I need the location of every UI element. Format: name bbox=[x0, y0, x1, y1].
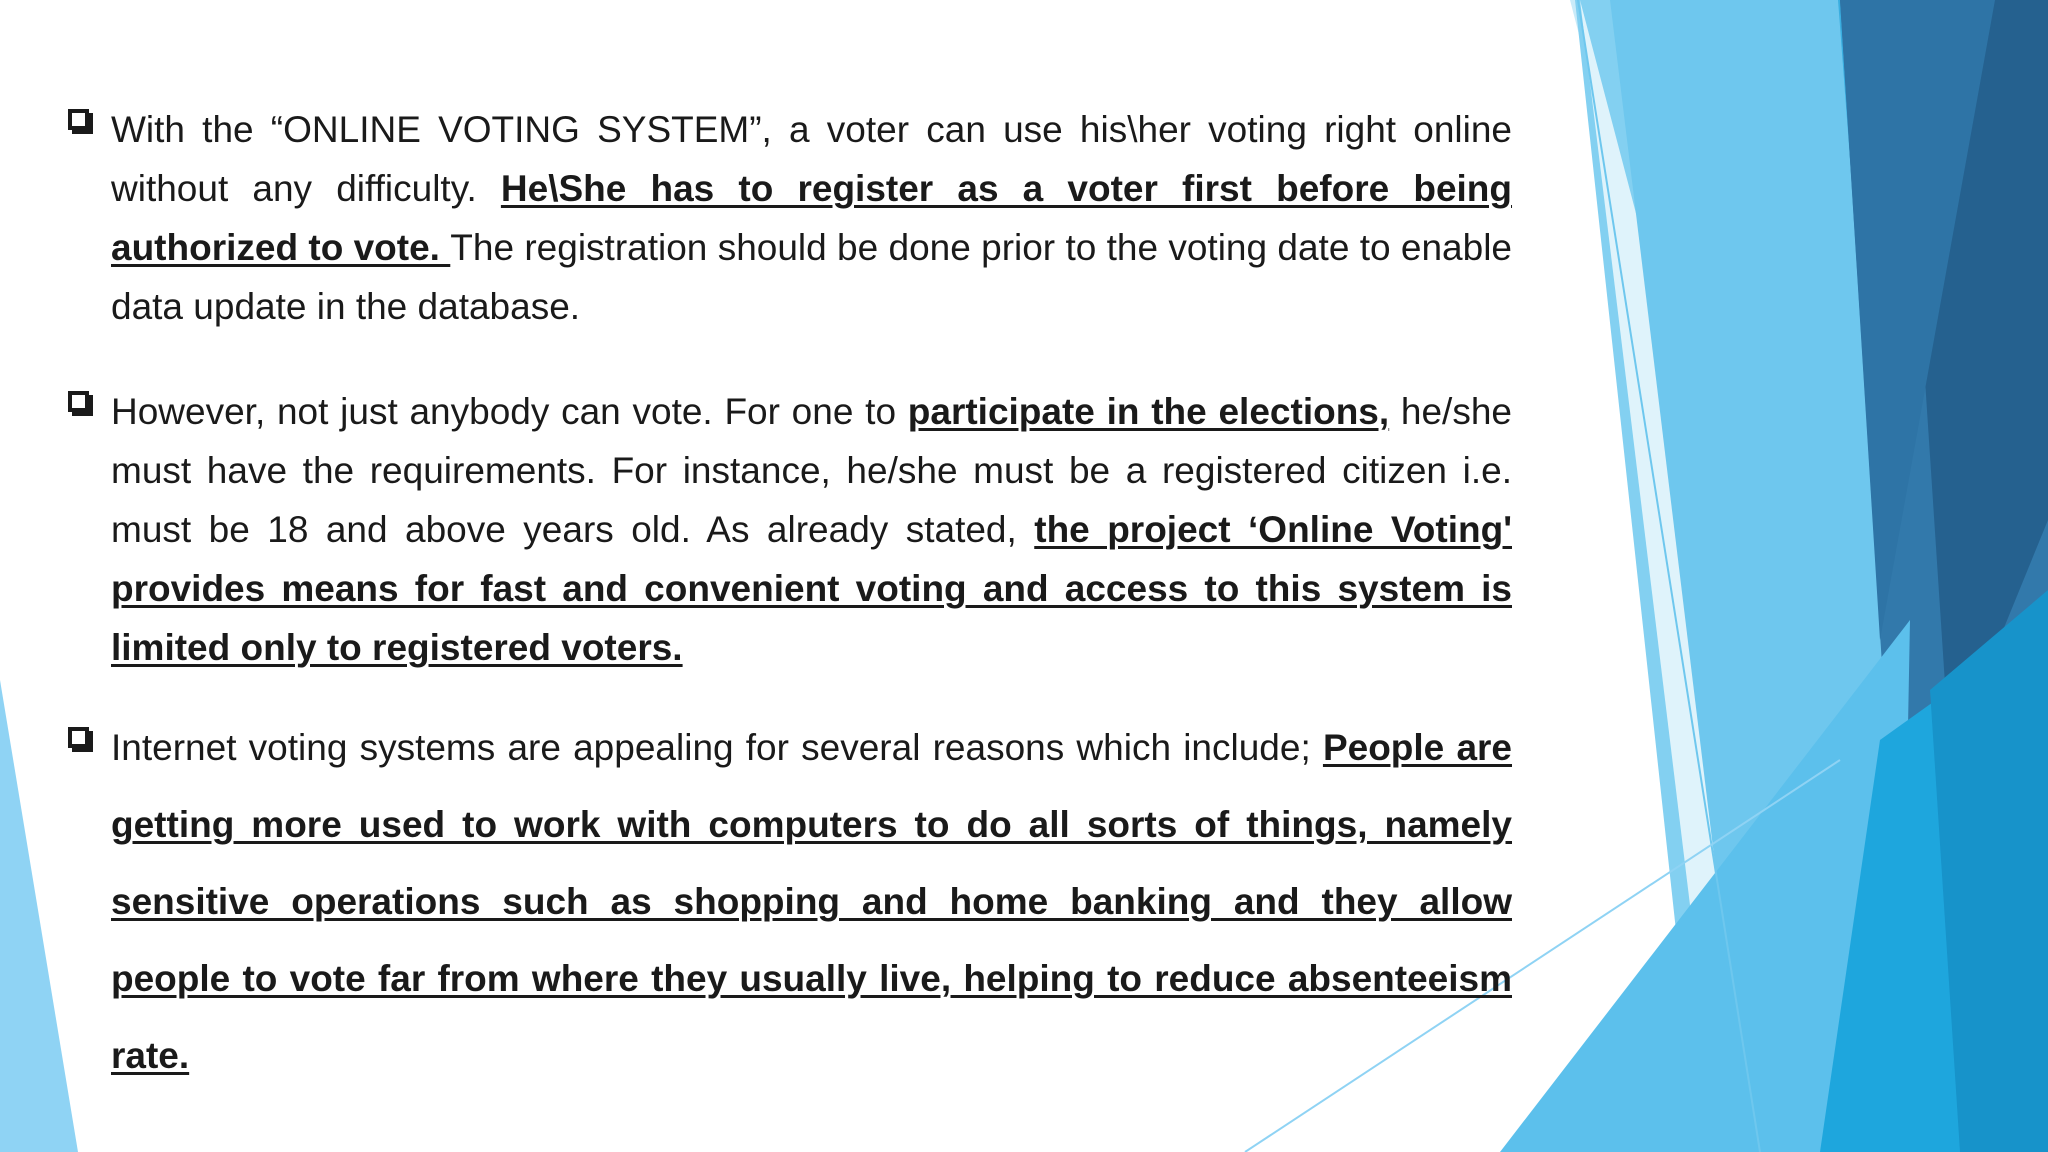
bullet-emphasis: He\She has to register as a voter first before being authorized to vote. bbox=[111, 168, 1513, 268]
bullet-list bbox=[62, 100, 1512, 1094]
bullet-emphasis: the project ‘Online Voting' provides means for fast and convenient voting and access to this system is limited only to registered voters. bbox=[111, 509, 1512, 668]
bullet-text: Internet voting systems are appealing for several reasons which include; bbox=[111, 727, 1323, 768]
bullet-text: With the “ONLINE VOTING SYSTEM”, a voter can use his\her voting right online without any difficulty. bbox=[111, 109, 1512, 209]
bullet-item-voter-requirements bbox=[62, 382, 1512, 677]
bullet-text: However, not just anybody can vote. For one to bbox=[111, 391, 908, 432]
bullet-item-internet-voting-reasons bbox=[62, 709, 1512, 1094]
bullet-item-online-voting-system bbox=[62, 100, 1512, 336]
bullet-emphasis: People are getting more used to work with computers to do all sorts of things, namely sensitive operations such as shopping and home banking and they allow people to vote far from where they usually live, helping to reduce absenteeism rate. bbox=[111, 727, 1512, 1076]
bullet-text: he/she must have the requirements. For instance, he/she must be a registered citizen i.e. must be 18 and above years old. As already stated, bbox=[111, 391, 1512, 550]
bullet-emphasis: participate in the elections, bbox=[907, 391, 1390, 432]
hollow-square-bullet-icon bbox=[68, 109, 89, 130]
hollow-square-bullet-icon bbox=[68, 727, 89, 748]
hollow-square-bullet-icon bbox=[68, 391, 89, 412]
bullet-text: The registration should be done prior to the voting date to enable data update in the database. bbox=[111, 227, 1512, 327]
